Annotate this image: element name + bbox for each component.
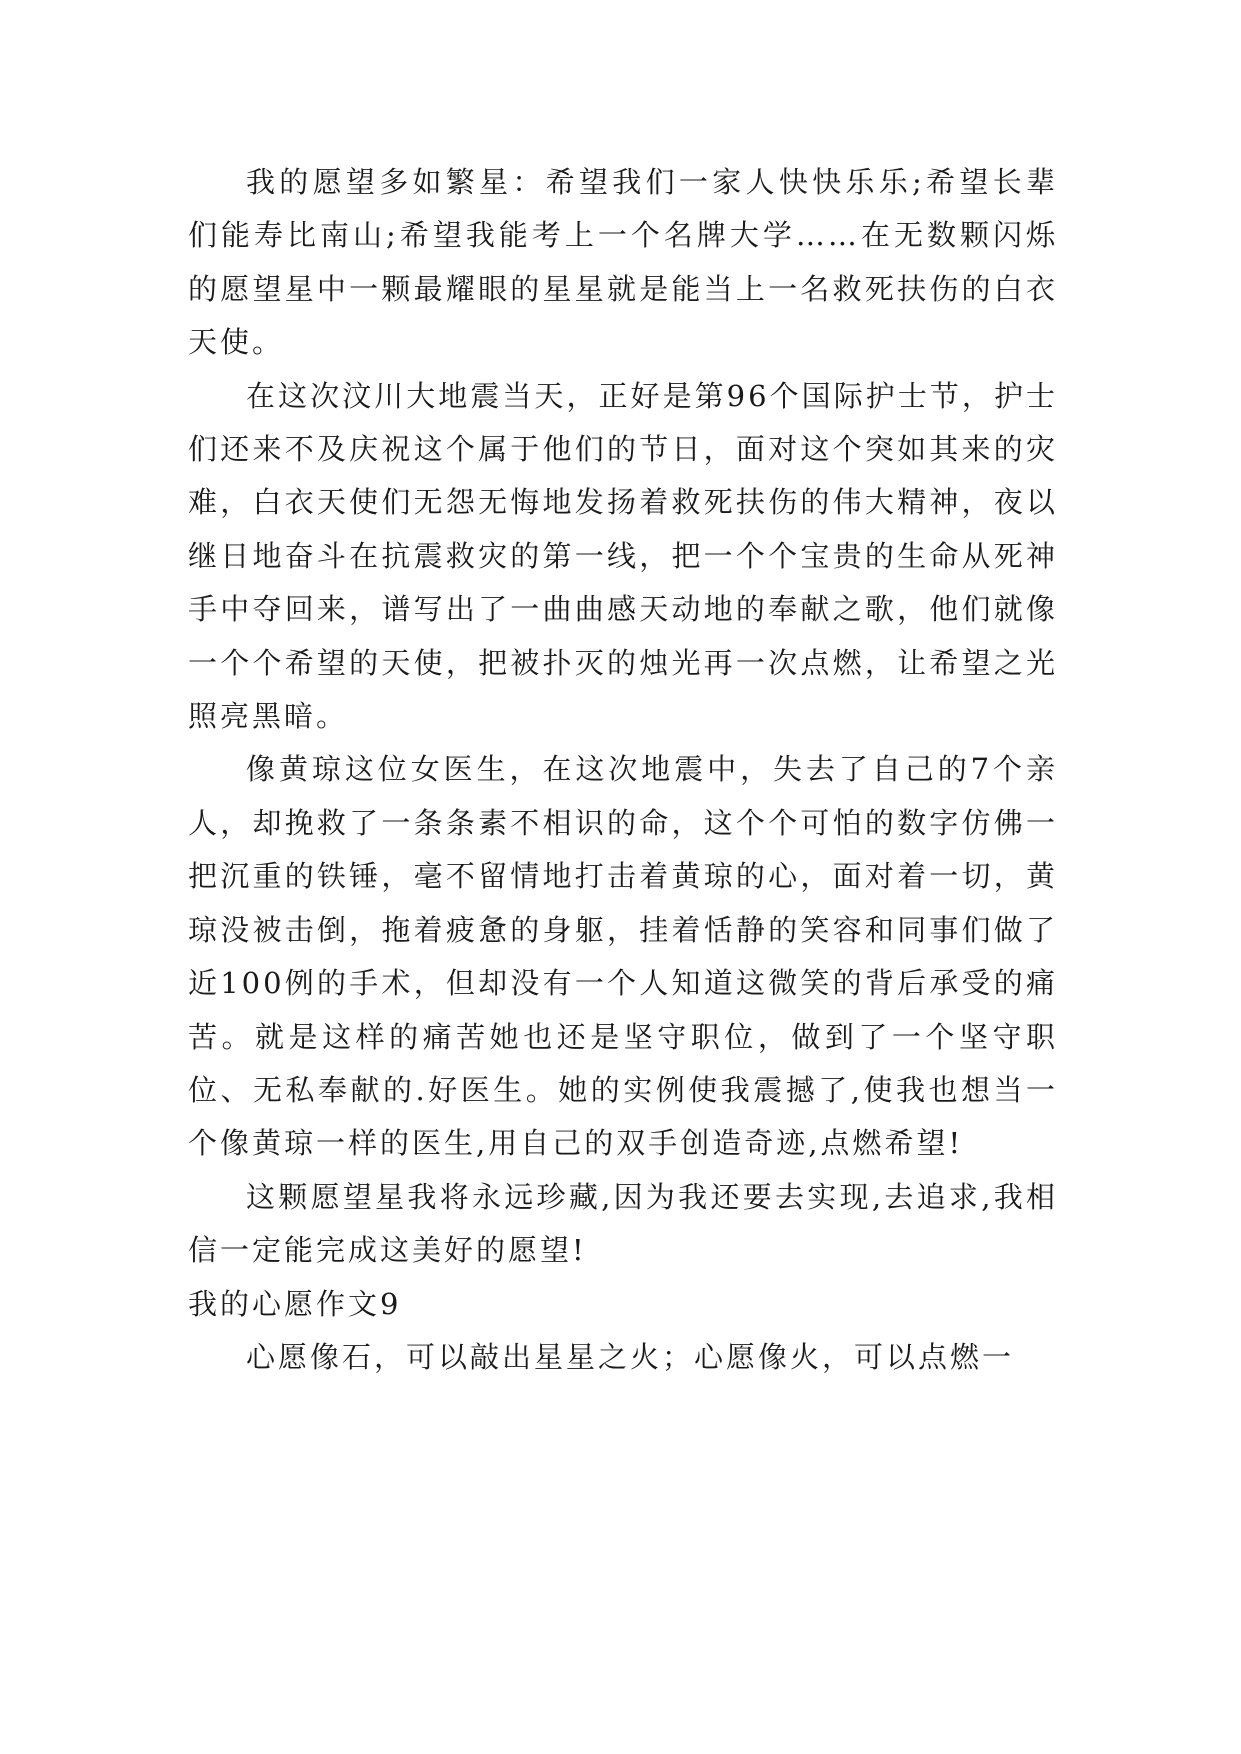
section-heading: 我的心愿作文9 xyxy=(188,1286,402,1321)
document-body xyxy=(188,156,1058,1384)
paragraph-1: 我的愿望多如繁星：希望我们一家人快快乐乐;希望长辈们能寿比南山;希望我能考上一个名牌大学……在无数颗闪烁的愿望星中一颗最耀眼的星星就是能当上一名救死扶伤的白衣天使。 xyxy=(188,165,1058,360)
paragraph-2: 在这次汶川大地震当天，正好是第96个国际护士节，护士们还来不及庆祝这个属于他们的节日，面对这个突如其来的灾难，白衣天使们无怨无悔地发扬着救死扶伤的伟大精神，夜以继日地奋斗在抗震救灾的第一线，把一个个宝贵的生命从死神手中夺回来，谱写出了一曲曲感天动地的奉献之歌，他们就像一个个希望的天使，把被扑灭的烛光再一次点燃，让希望之光照亮黑暗。 xyxy=(188,378,1058,734)
paragraph-5: 心愿像石，可以敲出星星之火；心愿像火，可以点燃一 xyxy=(246,1339,1015,1374)
paragraph-3: 像黄琼这位女医生，在这次地震中，失去了自己的7个亲人，却挽救了一条条素不相识的命，这个个可怕的数字仿佛一把沉重的铁锤，毫不留情地打击着黄琼的心，面对着一切，黄琼没被击倒，拖着疲惫的身躯，挂着恬静的笑容和同事们做了近100例的手术，但却没有一个人知道这微笑的背后承受的痛苦。就是这样的痛苦她也还是坚守职位，做到了一个坚守职位、无私奉献的.好医生。她的实例使我震撼了,使我也想当一个像黄琼一样的医生,用自己的双手创造奇迹,点燃希望! xyxy=(188,752,1058,1161)
paragraph-4: 这颗愿望星我将永远珍藏,因为我还要去实现,去追求,我相信一定能完成这美好的愿望! xyxy=(188,1179,1058,1268)
